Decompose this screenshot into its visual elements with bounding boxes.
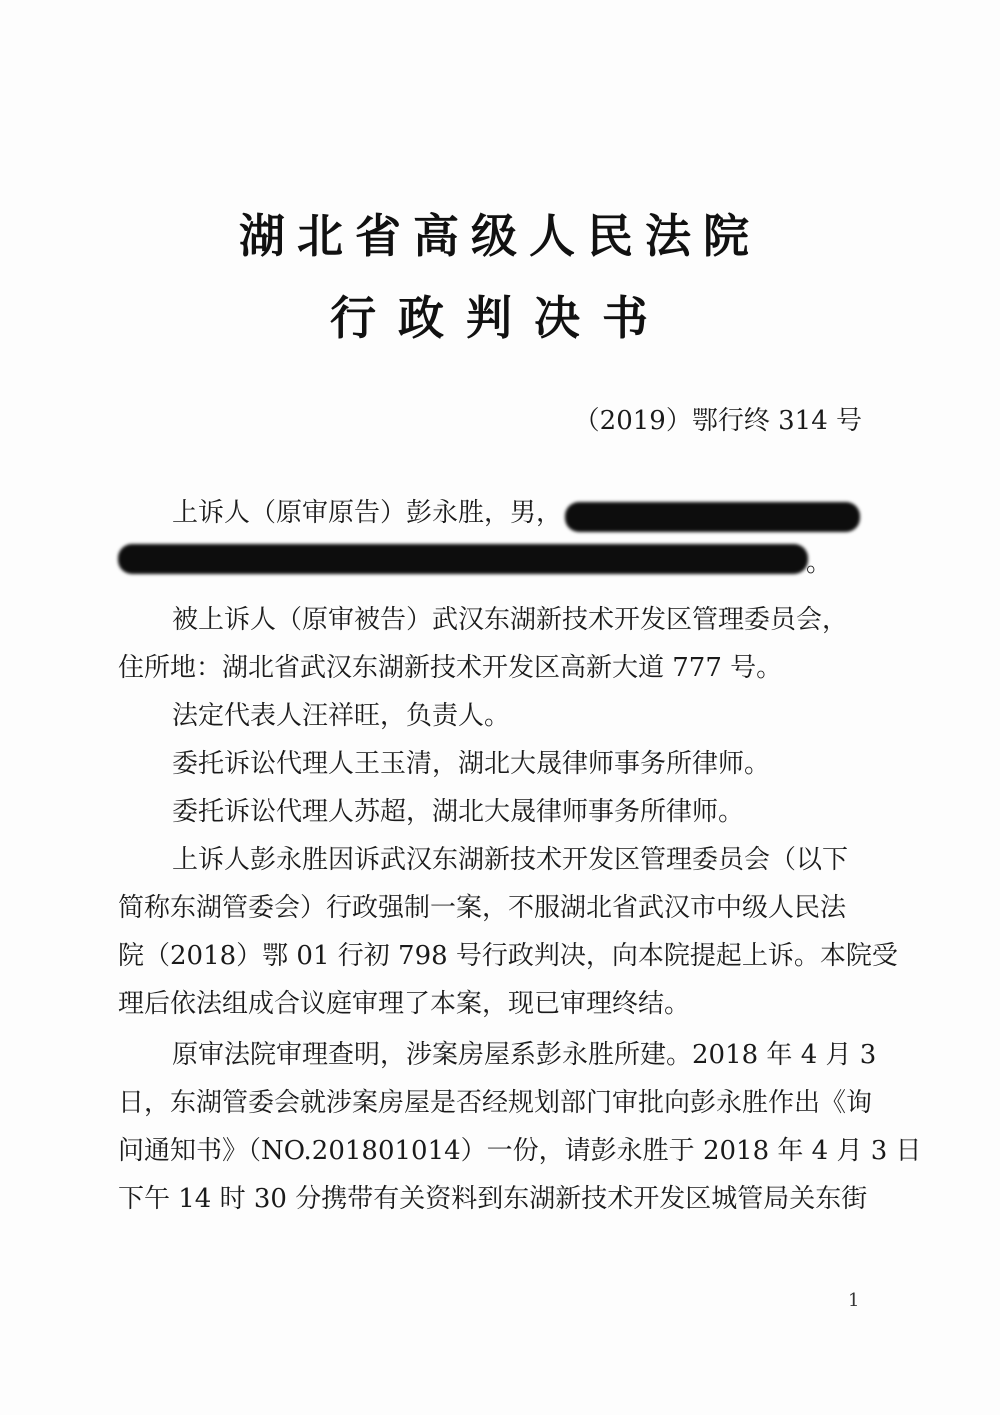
court-name: 湖北省高级人民法院 xyxy=(239,209,761,263)
paragraph-case-intro: 上诉人彭永胜因诉武汉东湖新技术开发区管理委员会（以下 xyxy=(172,845,849,875)
case-number: （2019）鄂行终 314 号 xyxy=(573,406,862,436)
appellee-address: 住所地：湖北省武汉东湖新技术开发区高新大道 777 号。 xyxy=(118,653,783,683)
paragraph-findings-line: 下午 14 时 30 分携带有关资料到东湖新技术开发区城管局关东街 xyxy=(118,1184,868,1214)
paragraph-findings: 原审法院审理查明，涉案房屋系彭永胜所建。2018 年 4 月 3 xyxy=(172,1040,877,1070)
document-type-title: 行政判决书 xyxy=(330,291,670,345)
paragraph-findings-line: 问通知书》（NO.201801014）一份，请彭永胜于 2018 年 4 月 3 日 xyxy=(118,1136,922,1166)
redaction-mark xyxy=(565,502,860,532)
redaction-mark xyxy=(118,544,808,574)
agent-1: 委托诉讼代理人王玉清，湖北大晟律师事务所律师。 xyxy=(172,749,771,779)
paragraph-appellee: 被上诉人（原审被告）武汉东湖新技术开发区管理委员会， xyxy=(172,605,849,635)
redaction-line-end: 。 xyxy=(806,548,833,578)
paragraph-appellant: 上诉人（原审原告）彭永胜，男， xyxy=(172,498,563,528)
paragraph-findings-line: 日，东湖管委会就涉案房屋是否经规划部门审批向彭永胜作出《询 xyxy=(118,1088,873,1118)
paragraph-case-intro-line: 理后依法组成合议庭审理了本案，现已审理终结。 xyxy=(118,989,691,1019)
paragraph-case-intro-line: 简称东湖管委会）行政强制一案，不服湖北省武汉市中级人民法 xyxy=(118,893,847,923)
paragraph-case-intro-line: 院（2018）鄂 01 行初 798 号行政判决，向本院提起上诉。本院受 xyxy=(118,941,898,971)
page-number: 1 xyxy=(848,1290,860,1311)
legal-representative: 法定代表人汪祥旺，负责人。 xyxy=(172,701,511,731)
agent-2: 委托诉讼代理人苏超，湖北大晟律师事务所律师。 xyxy=(172,797,745,827)
